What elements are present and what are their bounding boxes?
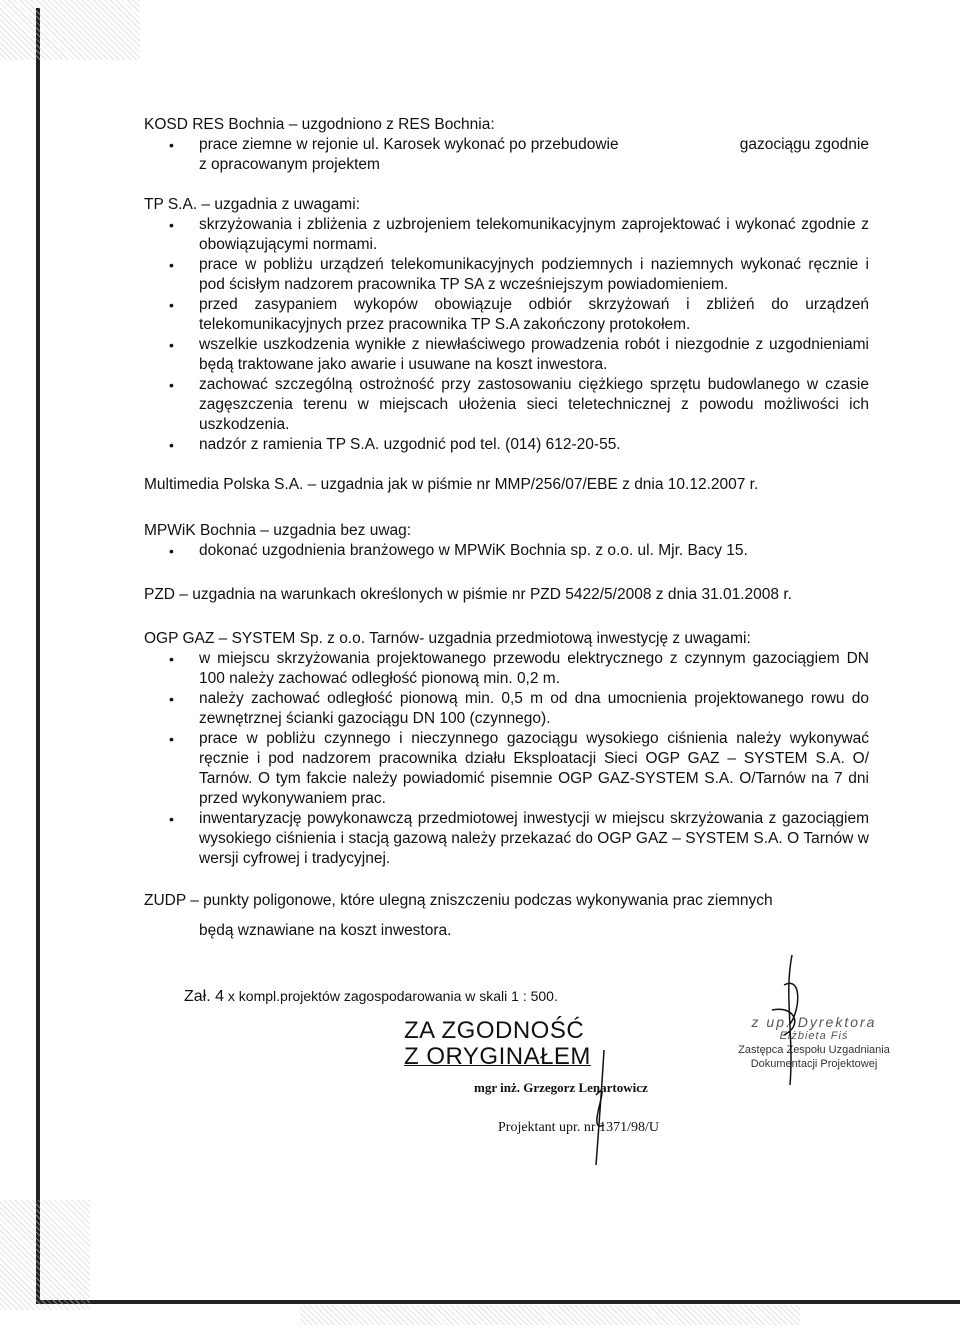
kosd-continuation: z opracowanym projektem xyxy=(199,156,380,173)
list-item: • wszelkie uszkodzenia wynikłe z niewłaściwego prowadzenia robót i niezgodnie z uzgodnieniami będą traktowane jako awarie i usuwane na koszt inwestora. xyxy=(199,335,869,375)
scan-noise-bottom-left xyxy=(0,1200,90,1310)
list-item: • zachować szczególną ostrożność przy zastosowaniu ciężkiego sprzętu budowlanego w czasie zagęszczenia terenu w miejscach ułożenia sieci teletechnicznej z powodu możliwości ich uszkodzenia. xyxy=(199,375,869,435)
section-pzd xyxy=(144,585,869,605)
mpwik-list xyxy=(144,541,869,561)
approval-line2: Dokumentacji Projektowej xyxy=(750,1058,878,1070)
section-tpsa xyxy=(144,195,869,455)
approval-zup: z up. Dyrektora xyxy=(751,1014,877,1030)
kosd-item-text: • prace ziemne w rejonie ul. Karosek wykonać po przebudowie xyxy=(199,136,619,153)
attachment-note xyxy=(184,988,558,1006)
pzd-text: PZD – uzgadnia na warunkach określonych w piśmie nr PZD 5422/5/2008 z dnia 31.01.2008 r. xyxy=(144,586,792,603)
list-item: • w miejscu skrzyżowania projektowanego przewodu elektrycznego z czynnym gazociągiem DN 100 należy zachować odległość pionową min. 0,2 m. xyxy=(199,649,869,689)
signature-left xyxy=(596,1050,604,1165)
zudp-line1: ZUDP – punkty poligonowe, które ulegną zniszczeniu podczas wykonywania prac ziemnych xyxy=(144,892,773,909)
scan-bottom-border xyxy=(36,1300,960,1304)
scan-noise-bottom xyxy=(300,1305,800,1325)
kosd-item-text-right: gazociągu zgodnie xyxy=(739,136,869,153)
conformity-line2: Z ORYGINAŁEM xyxy=(404,1043,591,1070)
kosd-list xyxy=(144,135,869,155)
kosd-heading: KOSD RES Bochnia – uzgodniono z RES Bochnia: xyxy=(144,116,495,133)
section-zudp xyxy=(144,891,869,941)
list-item: • prace w pobliżu czynnego i nieczynnego gazociągu wysokiego ciśnienia należy wykonywać ręcznie i pod nadzorem pracownika działu Eksploatacji Sieci OGP GAZ – SYSTEM S.A. O/ Tarnów. O tym fakcie należy powiadomić pisemnie OGP GAZ-SYSTEM S.A. O/Tarnów na 7 dni przed wykonywaniem prac. xyxy=(199,729,869,809)
list-item: • skrzyżowania i zbliżenia z uzbrojeniem telekomunikacyjnym zaprojektować i wykonać zgodnie z obowiązującymi normami. xyxy=(199,215,869,255)
ogp-list xyxy=(144,649,869,869)
section-mpwik xyxy=(144,521,869,561)
attachment-text: x kompl.projektów zagospodarowania w skali 1 : 500. xyxy=(227,988,558,1004)
zudp-line2: będą wznawiane na koszt inwestora. xyxy=(199,922,452,939)
stamps-area xyxy=(144,955,904,1165)
section-ogp xyxy=(144,629,869,869)
list-item: • przed zasypaniem wykopów obowiązuje odbiór skrzyżowań i zbliżeń do urządzeń telekomunikacyjnych przez pracownika TP S.A zakończony protokołem. xyxy=(199,295,869,335)
section-multimedia xyxy=(144,475,869,495)
section-kosd xyxy=(144,115,869,175)
attachment-label: Zał. 4 xyxy=(184,988,225,1005)
list-item: • inwentaryzację powykonawczą przedmiotowej inwestycji w miejscu skrzyżowania z gazociągiem wysokiego ciśnienia i stacją gazową należy przekazać do OGP GAZ – SYSTEM S.A. O Tarnów w wersji cyfrowej i tradycyjnej. xyxy=(199,809,869,869)
tpsa-list xyxy=(144,215,869,455)
approval-line1: Zastępca Zespołu Uzgadniania xyxy=(738,1044,890,1056)
list-item: • należy zachować odległość pionową min. 0,5 m od dna umocnienia projektowanego rowu do zewnętrznej ścianki gazociągu DN 100 (czynnego). xyxy=(199,689,869,729)
list-item: • dokonać uzgodnienia branżowego w MPWiK Bochnia sp. z o.o. ul. Mjr. Bacy 15. xyxy=(199,541,869,561)
scan-noise-top-left xyxy=(0,0,140,60)
conformity-line1: ZA ZGODNOŚĆ xyxy=(404,1017,585,1044)
scan-left-border xyxy=(36,8,40,1303)
document-body xyxy=(144,115,869,955)
approval-name: Elżbieta Fiś xyxy=(779,1030,849,1042)
designer-name: mgr inż. Grzegorz Lenartowicz xyxy=(474,1080,648,1095)
mpwik-heading: MPWiK Bochnia – uzgadnia bez uwag: xyxy=(144,522,412,539)
kosd-item xyxy=(199,135,869,155)
ogp-heading: OGP GAZ – SYSTEM Sp. z o.o. Tarnów- uzgadnia przedmiotową inwestycję z uwagami: xyxy=(144,630,751,647)
list-item: • prace w pobliżu urządzeń telekomunikacyjnych podziemnych i naziemnych wykonać ręcznie i pod ścisłym nadzorem pracownika TP SA z wcześniejszym powiadomieniem. xyxy=(199,255,869,295)
multimedia-text: Multimedia Polska S.A. – uzgadnia jak w piśmie nr MMP/256/07/EBE z dnia 10.12.2007 r. xyxy=(144,476,759,493)
conformity-stamp xyxy=(404,1018,591,1070)
list-item: • nadzór z ramienia TP S.A. uzgodnić pod tel. (014) 612-20-55. xyxy=(199,435,869,455)
tpsa-heading: TP S.A. – uzgadnia z uwagami: xyxy=(144,196,360,213)
designer-role: Projektant upr. nr 1371/98/U xyxy=(498,1120,659,1135)
approval-stamp xyxy=(719,1015,909,1071)
